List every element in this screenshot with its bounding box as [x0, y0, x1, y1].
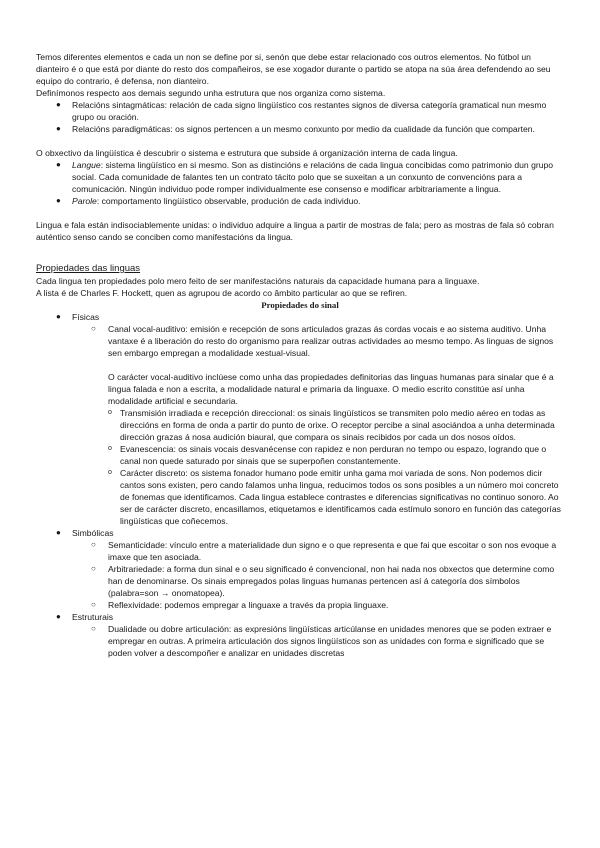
intro-paragraph-2: Definímonos respecto aos demais segundo unha estrutura que nos organiza como sistema. — [36, 88, 386, 98]
hockett-paragraph: A lista é de Charles F. Hockett, quen as agrupou de acordo co âmbito particular ao que se refiren. — [36, 288, 408, 298]
list-item: ● Relacións sintagmáticas: relación de cada signo lingüístico cos restantes signos de diversa categoría gramatical nun mesmo grupo ou oración. — [56, 100, 547, 122]
list-item: ○ Semanticidade: vínculo entre a materialidade dun signo e o que representa e que fai que escoitar o son nos evoque a imaxe que ten asociada. — [91, 540, 557, 562]
list-item: o Evanescencia: os sinais vocais desvanécense con rapidez e non perduran no tempo ou espazo, logrando que o canal non quede saturado por sinais que se superpoñen constantemente. — [108, 444, 547, 466]
circle-icon: ○ — [91, 564, 96, 573]
list-item-parole: ● Parole: comportamento lingüístico observable, produción de cada individuo. — [56, 196, 361, 206]
small-circle-icon: o — [108, 409, 112, 416]
bullet-icon: ● — [56, 100, 61, 109]
circle-icon: ○ — [91, 600, 96, 609]
list-item: o Transmisión irradiada e recepción direccional: os sinais lingüísticos se transmiten polo medio aéreo en todas as direccións en forma de onda a partir do punto de orixe. O receptor percibe a sinal asociándoa a unha determinada dirección grazas á nosa audición biaural, que compara os sinais recibidos por cada un dos nosos oídos. — [108, 408, 555, 442]
section-title: Propiedades do sinal — [261, 300, 339, 310]
list-item-canal: ○ Canal vocal-auditivo: emisión e recepción de sons articulados grazas ás cordas vocais e ao sistema auditivo. Unha vantaxe é a liberación do resto do organismo para realizar outras actividades ao mesmo tempo. As linguas de signos sen embargo empregan a modalidade xestual-visual. — [91, 324, 554, 358]
term-parole: Parole — [72, 196, 97, 206]
small-circle-icon: o — [108, 445, 112, 452]
section-heading: Propiedades das linguas — [36, 263, 141, 274]
circle-icon: ○ — [91, 324, 96, 333]
circle-icon: ○ — [91, 624, 96, 633]
term-langue: Langue — [72, 160, 101, 170]
list-item-simbolicas: ● Simbólicas — [56, 528, 114, 538]
list-item-estruturais: ● Estruturais — [56, 612, 114, 622]
list-item: ○ Reflexividade: podemos empregar a linguaxe a través da propia linguaxe. — [91, 600, 389, 610]
lingua-fala-paragraph: Lingua e fala están indisociablemente unidas: o individuo adquire a lingua a partir de mostras de fala; pero as mostras de fala só cobran auténtico senso cando se conciben como manifestacións da lingua. — [36, 220, 554, 242]
list-item: ● Relacións paradigmáticas: os signos pertencen a un mesmo conxunto por medio da cualidade da función que comparten. — [56, 124, 535, 134]
bullet-icon: ● — [56, 312, 61, 321]
bullet-icon: ● — [56, 160, 61, 169]
langue-parole-list — [36, 159, 564, 207]
list-item-fisicas: ● Físicas — [56, 312, 100, 322]
small-circle-icon: o — [108, 469, 112, 476]
fisicas-sublist — [36, 407, 564, 527]
list-item: ○ Arbitrariedade: a forma dun sinal e o seu significado é convencional, non hai nada nos obxectos que determine como han de denominarse. Os sinais empregados polas linguas humanas pertencen así á categoría dos símbolos (palabra=son → onomatopea). — [91, 564, 555, 598]
circle-icon: ○ — [91, 540, 96, 549]
list-item: o Carácter discreto: os sistema fonador humano pode emitir unha gama moi variada de sons. Non podemos dicir cantos sons existen, pero cando falamos unha lingua, reducimos todos os sons posibles a un número moi concreto de fonemas que identificamos. Cada lingua establece contrastes e diferencias significativas no continuo sonoro. Ao ser de carácter discreto, encasillamos, etiquetamos e identificamos cada estímulo sonoro en función das categorías lingüísticas que coñecemos. — [108, 468, 561, 526]
list-item-langue: ● Langue: sistema lingüístico en si mesmo. Son as distincións e relacións de cada lingua concibidas como patrimonio dun grupo social. Cada comunidade de falantes ten un contrato tácito polo que se suxeitan a un conxunto de convencións para a comunicación. Ningún individuo pode romper individualmente ese consenso e modificar arbitrariamente a lingua. — [56, 160, 554, 194]
simbolicas-list — [36, 527, 564, 659]
properties-list — [36, 311, 564, 359]
propiedades-paragraph: Cada lingua ten propiedades polo mero feito de ser manifestacións naturais da capacidade humana para a linguaxe. — [36, 276, 480, 286]
intro-paragraph: Temos diferentes elementos e cada un non se define por si, senón que debe estar relacionado cos outros elementos. No fútbol un dianteiro é o que está por diante do resto dos compañeiros, se ese xogador durante o partido se atopa na súa área defendendo ao seu equipo do contrario, é defensa, non dianteiro. — [36, 52, 551, 86]
objective-paragraph: O obxectivo da lingüística é descubrir o sistema e estrutura que subside á organización interna de cada lingua. — [36, 148, 458, 158]
document-body — [36, 51, 564, 659]
relations-list — [36, 99, 564, 135]
list-item: ○ Dualidade ou dobre articulación: as expresións lingüísticas articúlanse en unidades menores que se poden extraer e empregar en outras. A primeira articulación dos signos lingüísticos son as unidades con forma e significado que se poden volver a descompoñer e analizar en unidades discretas — [91, 624, 552, 658]
canal-extra-paragraph: O carácter vocal-auditivo inclúese como unha das propiedades definitorias das linguas humanas para sinalar que é a lingua falada e non a escrita, a modalidade natural e primaria da linguaxe. O medio escrito constitúe así unha modalidade artificial e secundaria. — [108, 372, 554, 406]
bullet-icon: ● — [56, 528, 61, 537]
bullet-icon: ● — [56, 124, 61, 133]
bullet-icon: ● — [56, 612, 61, 621]
bullet-icon: ● — [56, 196, 61, 205]
